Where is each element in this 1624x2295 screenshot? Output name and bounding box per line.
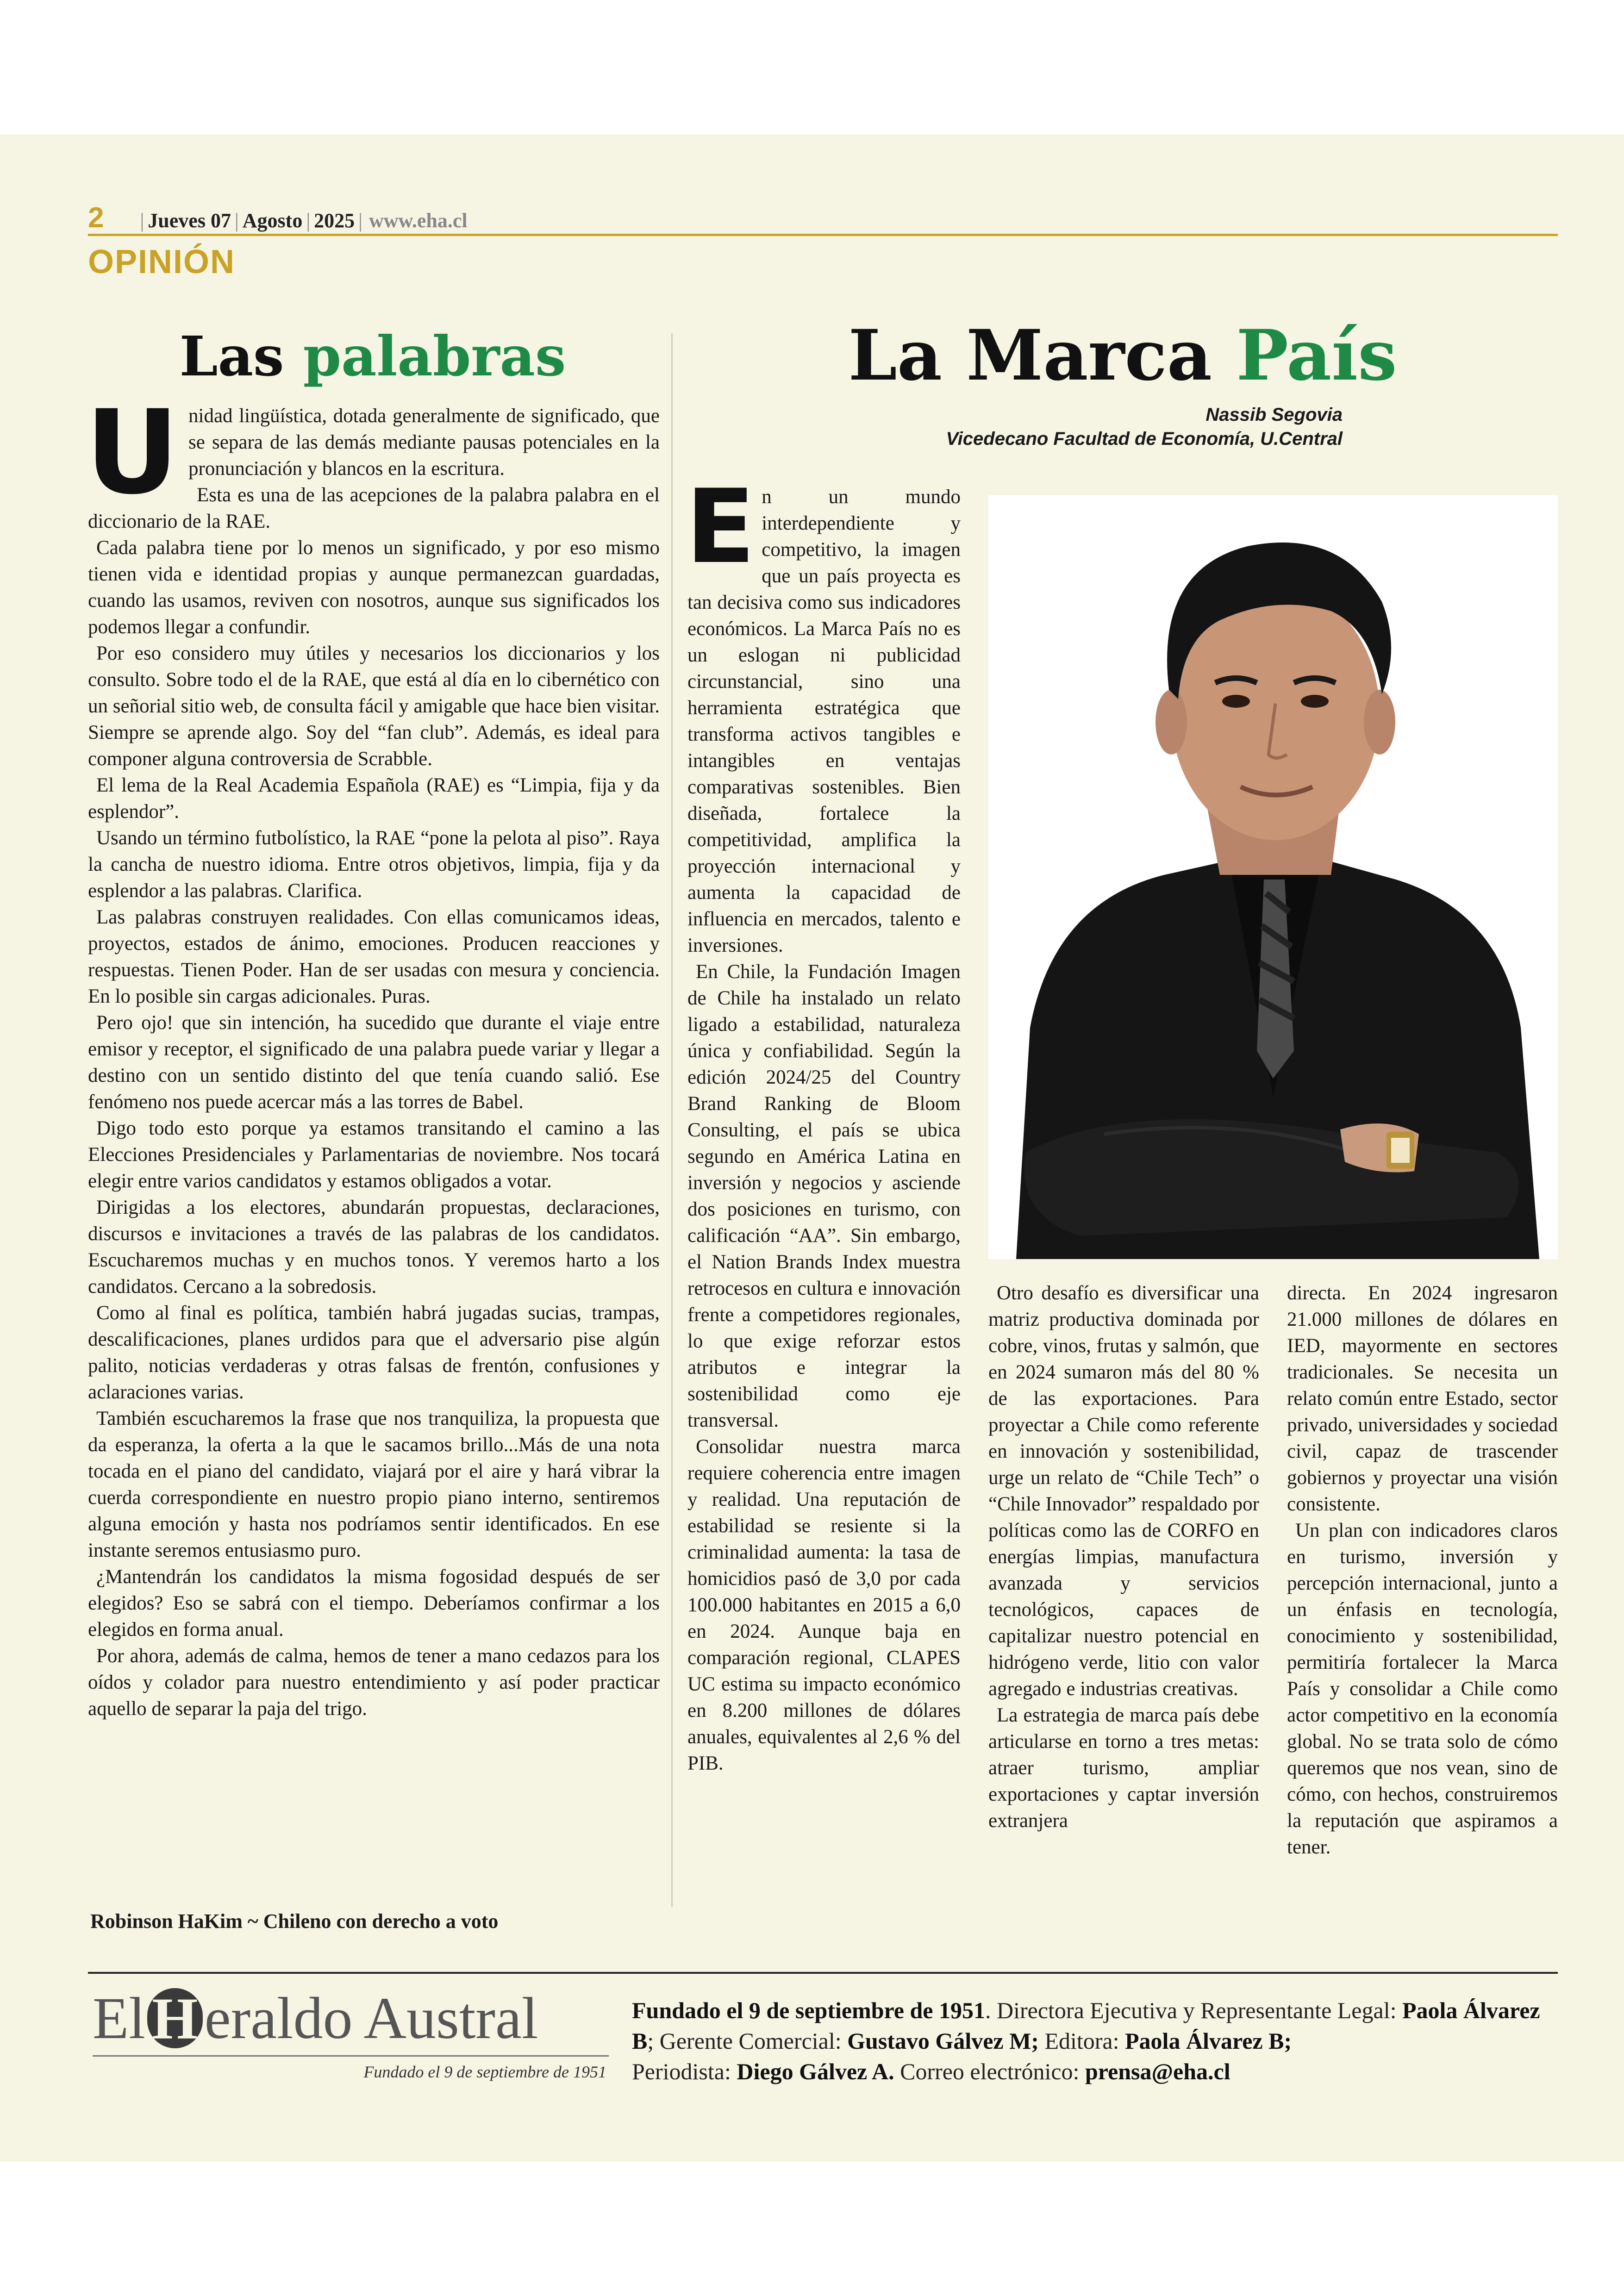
- left-first-paragraph-text: nidad lingüística, dotada generalmente de significado, que se separa de las demás mediante pausas potenciales en la pronunciación y blancos en la escritura.: [188, 405, 660, 480]
- right-title-part2: País: [1236, 315, 1397, 396]
- section-title: OPINIÓN: [88, 243, 236, 281]
- credits-role: . Directora Ejecutiva y Representante Legal:: [985, 1997, 1397, 2023]
- left-paragraph: Por eso considero muy útiles y necesarios los diccionarios y los consulto. Sobre todo el de la RAE, que está al día en lo cibernético con un señorial sitio web, de consulta fácil y amigable que hace bien visitar. Siempre se aprende algo. Soy del “fan club”. Además, es ideal para componer alguna controversia de Scrabble.: [88, 642, 660, 770]
- credits-role: ; Gerente Comercial:: [647, 2028, 842, 2054]
- logo-underline: [93, 2055, 609, 2057]
- credits-name: Diego Gálvez A.: [737, 2058, 894, 2084]
- left-article-body: [85, 385, 660, 1722]
- left-paragraph: También escucharemos la frase que nos tranquiliza, la propuesta que da esperanza, la oferta a la que le sacamos brillo...Más de una nota tocada en el piano del candidato, viajará por el aire y hará vibrar la cuerda correspondiente en nuestro propio piano interno, sentiremos alguna emoción y hasta nos podríamos sentir identificados. En ese instante seremos entusiasmo puro.: [88, 1408, 660, 1561]
- right-drop-cap: E: [686, 468, 756, 586]
- credits-name: Paola Álvarez B: [632, 1997, 1540, 2054]
- logo-el: El: [93, 1985, 145, 2051]
- logo-h-icon: H: [147, 1988, 203, 2048]
- credits-role: Editora:: [1044, 2028, 1119, 2054]
- credits-name: Gustavo Gálvez M;: [847, 2028, 1039, 2054]
- left-article-signature: Robinson HaKim ~ Chileno con derecho a voto: [90, 1910, 499, 1933]
- left-paragraph: Pero ojo! que sin intención, ha sucedido que durante el viaje entre emisor y receptor, el significado de una palabra puede variar y llegar a destino con un sentido distinto del que tenía cuando salió. Ese fenómeno nos puede acercar más a las torres de Babel.: [88, 1012, 660, 1113]
- credits-email-link[interactable]: prensa@eha.cl: [1085, 2058, 1230, 2084]
- page-header: [88, 204, 1558, 232]
- author-portrait-image: [988, 495, 1558, 1259]
- right-paragraph: Otro desafío es diversificar una matriz productiva dominada por cobre, vinos, frutas y salmón, que en 2024 sumaron más del 80 % de las exportaciones. Para proyectar a Chile como referente en innovación y sostenibilidad, urge un relato de “Chile Tech” o “Chile Innovador” respaldado por políticas como las de CORFO en energías limpias, manufactura avanzada y servicios tecnológicos, capaces de capitalizar nuestro potencial en hidrógeno verde, litio con valor agregado e industrias creativas.: [988, 1282, 1259, 1700]
- credits-role: Periodista:: [632, 2058, 731, 2084]
- left-title-part2: palabras: [303, 324, 566, 388]
- logo-eraldo: eraldo: [204, 1985, 353, 2051]
- page-number: 2: [88, 202, 104, 234]
- right-column-3: [1287, 1280, 1558, 1860]
- left-paragraph: Cada palabra tiene por lo menos un significado, y por eso mismo tienen vida e identidad propias y aunque permanezcan guardadas, cuando las usamos, reviven con nosotros, aunque sus significados los podemos llegar a confundir.: [88, 537, 660, 638]
- right-first-paragraph: [686, 468, 961, 959]
- right-first-paragraph-text: n un mundo interdependiente y competitivo, la imagen que un país proyecta es tan decisiva como sus indicadores económicos. La Marca País no es un eslogan ni publicidad circunstancial, sino una herramienta estratégica que transforma activos tangibles e intangibles en ventajas comparativas sostenibles. Bien diseñada, fortalece la competitividad, amplifica la proyección internacional y aumenta la capacidad de influencia en mercados, talento e inversiones.: [687, 486, 961, 956]
- right-paragraph: La estrategia de marca país debe articularse en torno a tres metas: atraer turismo, ampliar exportaciones y captar inversión extranjera: [988, 1704, 1259, 1832]
- credits-block: [632, 1995, 1558, 2087]
- left-paragraph: Como al final es política, también habrá jugadas sucias, trampas, descalificaciones, planes urdidos para que el adversario pise algún palito, noticias verdaderas y otras falsas de frentón, confusiones y aclaraciones varias.: [88, 1302, 660, 1403]
- column-divider: [671, 333, 673, 1907]
- left-paragraph: Usando un término futbolístico, la RAE “pone la pelota al piso”. Raya la cancha de nuestro idioma. Entre otros objetivos, limpia, fija y da esplendor a las palabras. Clarifica.: [88, 827, 660, 902]
- logo-austral: Austral: [363, 1985, 538, 2051]
- author-photo: [988, 495, 1558, 1259]
- header-separator: |: [306, 209, 311, 232]
- author-name: Nassib Segovia: [1206, 405, 1343, 425]
- author-role: Vicedecano Facultad de Economía, U.Central: [946, 429, 1343, 449]
- header-separator: |: [358, 209, 362, 232]
- right-paragraph: Consolidar nuestra marca requiere coherencia entre imagen y realidad. Una reputación de estabilidad se resiente si la criminalidad aumenta: la tasa de homicidios pasó de 3,0 por cada 100.000 habitantes en 2015 a 6,0 en 2024. Aunque baja en comparación regional, CLAPES UC estima su impacto económico en 8.200 millones de dólares anuales, equivalentes al 2,6 % del PIB.: [687, 1436, 961, 1774]
- left-paragraph: Esta es una de las acepciones de la palabra palabra en el diccionario de la RAE.: [88, 484, 660, 532]
- left-article-title: [88, 324, 657, 388]
- credits-role: Correo electrónico:: [900, 2058, 1080, 2084]
- header-month: Agosto: [242, 209, 303, 232]
- right-article-title: [685, 315, 1560, 396]
- left-paragraph: Las palabras construyen realidades. Con ellas comunicamos ideas, proyectos, estados de ánimo, emociones. Producen reacciones y respuestas. Tienen Poder. Han de ser usadas con mesura y conciencia. En lo posible sin cargas adicionales. Puras.: [88, 906, 660, 1007]
- right-paragraph: En Chile, la Fundación Imagen de Chile ha instalado un relato ligado a estabilidad, naturaleza única y confiabilidad. Según la edición 2024/25 del Country Brand Ranking de Bloom Consulting, el país se ubica segundo en América Latina en inversión y negocios y asciende dos posiciones en turismo, con calificación “AA”. Sin embargo, el Nation Brands Index muestra retrocesos en cultura e innovación frente a competidores regionales, lo que exige reforzar estos atributos e integrar la sostenibilidad como eje transversal.: [687, 961, 961, 1431]
- left-paragraph: ¿Mantendrán los candidatos la misma fogosidad después de ser elegidos? Eso se sabrá con el tiempo. Deberíamos confirmar a los elegidos en forma anual.: [88, 1566, 660, 1640]
- right-title-part1: La Marca: [848, 315, 1212, 396]
- newspaper-logo: [93, 1983, 611, 2053]
- left-paragraph: Digo todo esto porque ya estamos transitando el camino a las Elecciones Presidenciales y Parlamentarias de noviembre. Nos tocará elegir entre varios candidatos y estamos obligados a votar.: [88, 1117, 660, 1192]
- credits-name: Paola Álvarez B;: [1125, 2028, 1292, 2054]
- header-separator: |: [234, 209, 239, 232]
- right-column-1: [686, 468, 961, 1777]
- left-paragraph: El lema de la Real Academia Española (RAE) es “Limpia, fija y da esplendor”.: [88, 774, 660, 823]
- header-separator: |: [140, 209, 144, 232]
- right-paragraph: directa. En 2024 ingresaron 21.000 millones de dólares en IED, mayormente en sectores tradicionales. Se necesita un relato común entre Estado, sector privado, universidades y sociedad civil, capaz de trascender gobiernos y proyectar una visión consistente.: [1287, 1282, 1558, 1515]
- left-title-part1: Las: [179, 324, 284, 388]
- credits-founded: Fundado el 9 de septiembre de 1951: [632, 1997, 985, 2023]
- author-byline: [694, 403, 1343, 451]
- left-paragraph: Dirigidas a los electores, abundarán propuestas, declaraciones, discursos e invitaciones a través de las palabras de los candidatos. Escucharemos muchas y en muchos tonos. Y veremos harto a los candidatos. Cercano a la sobredosis.: [88, 1197, 660, 1297]
- left-drop-cap: U: [85, 385, 180, 520]
- header-rule: [88, 234, 1558, 236]
- footer-rule: [88, 1972, 1558, 1974]
- right-column-2: [988, 1280, 1259, 1834]
- header-day: Jueves 07: [148, 209, 231, 232]
- header-website-link[interactable]: www.eha.cl: [369, 209, 468, 232]
- header-year: 2025: [314, 209, 355, 232]
- right-paragraph: Un plan con indicadores claros en turismo, inversión y percepción internacional, junto a un énfasis en tecnología, conocimiento y sostenibilidad, permitiría fortalecer la Marca País y consolidar a Chile como actor competitivo en la economía global. No se trata solo de cómo queremos que nos vean, sino de cómo, con hechos, construiremos la reputación que aspiramos a tener.: [1287, 1520, 1558, 1858]
- left-paragraph: Por ahora, además de calma, hemos de tener a mano cedazos para los oídos y colador para nuestro entendimiento y así poder practicar aquello de separar la paja del trigo.: [88, 1645, 660, 1720]
- logo-tagline: Fundado el 9 de septiembre de 1951: [363, 2063, 606, 2081]
